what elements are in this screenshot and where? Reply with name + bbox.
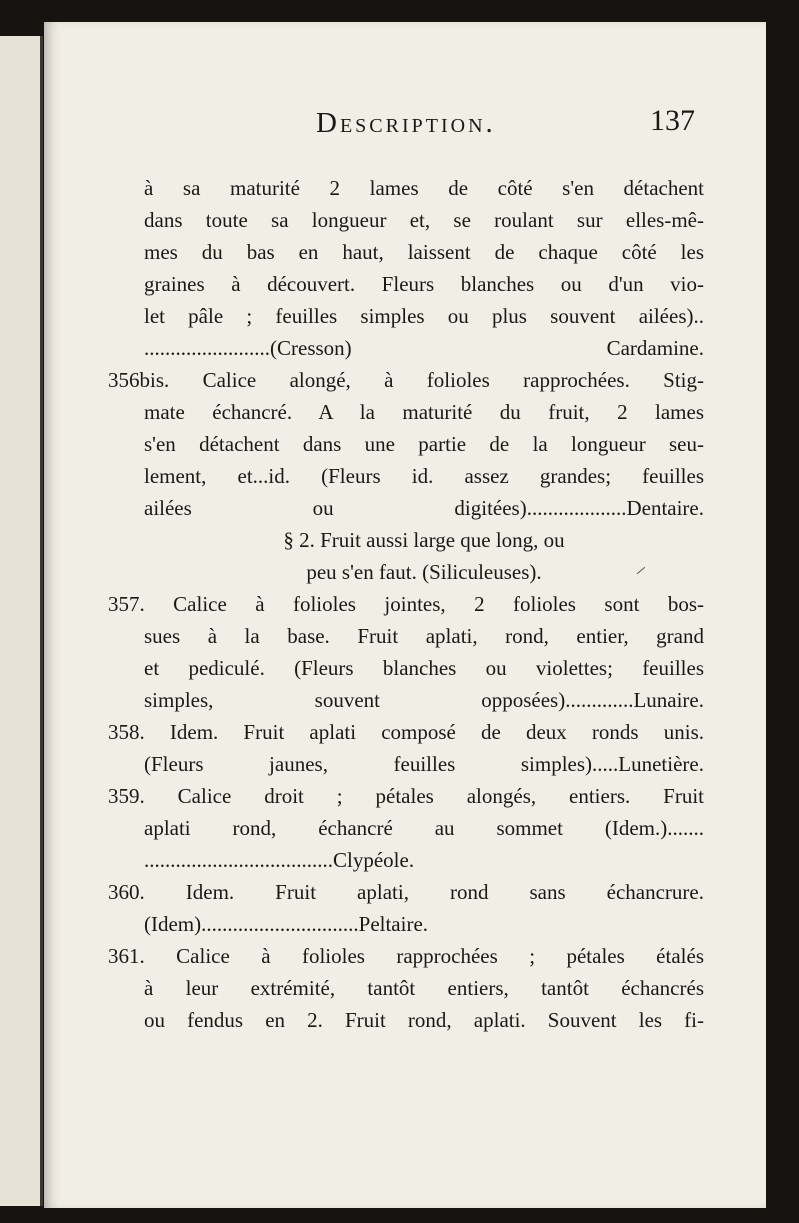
text-line: 360. Idem. Fruit aplati, rond sans échancrure. (108, 880, 704, 904)
page-number: 137 (650, 104, 695, 137)
text-line: 359. Calice droit ; pétales alongés, entiers. Fruit (108, 784, 704, 808)
book-page (44, 22, 766, 1208)
text-line: ou fendus en 2. Fruit rond, aplati. Souvent les fi- (144, 1008, 704, 1032)
text-line: sues à la base. Fruit aplati, rond, entier, grand (144, 624, 704, 648)
text-line: aplati rond, échancré au sommet (Idem.)....... (144, 816, 704, 840)
text-line: simples, souvent opposées).............Lunaire. (144, 688, 704, 712)
text-line: à sa maturité 2 lames de côté s'en détachent (144, 176, 704, 200)
text-line: let pâle ; feuilles simples ou plus souvent ailées).. (144, 304, 704, 328)
text-line: (Fleurs jaunes, feuilles simples).....Lunetière. (144, 752, 704, 776)
text-line: (Idem)..............................Peltaire. (144, 912, 429, 936)
text-line: ailées ou digitées)...................Dentaire. (144, 496, 704, 520)
page-text (108, 172, 704, 1036)
text-line: ........................(Cresson) Cardamine. (144, 336, 704, 360)
text-line: 357. Calice à folioles jointes, 2 folioles sont bos- (108, 592, 704, 616)
text-line: lement, et...id. (Fleurs id. assez grandes; feuilles (144, 464, 704, 488)
facing-page-edge (0, 36, 43, 1206)
text-line: mate échancré. A la maturité du fruit, 2 lames (144, 400, 704, 424)
text-line: à leur extrémité, tantôt entiers, tantôt échancrés (144, 976, 704, 1000)
text-line: 361. Calice à folioles rapprochées ; pétales étalés (108, 944, 704, 968)
section-heading: peu s'en faut. (Siliculeuses). (306, 560, 542, 584)
text-line: et pediculé. (Fleurs blanches ou violettes; feuilles (144, 656, 704, 680)
section-heading: § 2. Fruit aussi large que long, ou (283, 528, 565, 552)
text-line: 356bis. Calice alongé, à folioles rapprochées. Stig- (108, 368, 704, 392)
text-line: s'en détachent dans une partie de la longueur seu- (144, 432, 704, 456)
text-line: graines à découvert. Fleurs blanches ou d'un vio- (144, 272, 704, 296)
text-line: mes du bas en haut, laissent de chaque côté les (144, 240, 704, 264)
running-header: Description. (316, 107, 496, 139)
text-line: dans toute sa longueur et, se roulant sur elles-mê- (144, 208, 704, 232)
text-line: ....................................Clypéole. (144, 848, 415, 872)
text-line: 358. Idem. Fruit aplati composé de deux ronds unis. (108, 720, 704, 744)
